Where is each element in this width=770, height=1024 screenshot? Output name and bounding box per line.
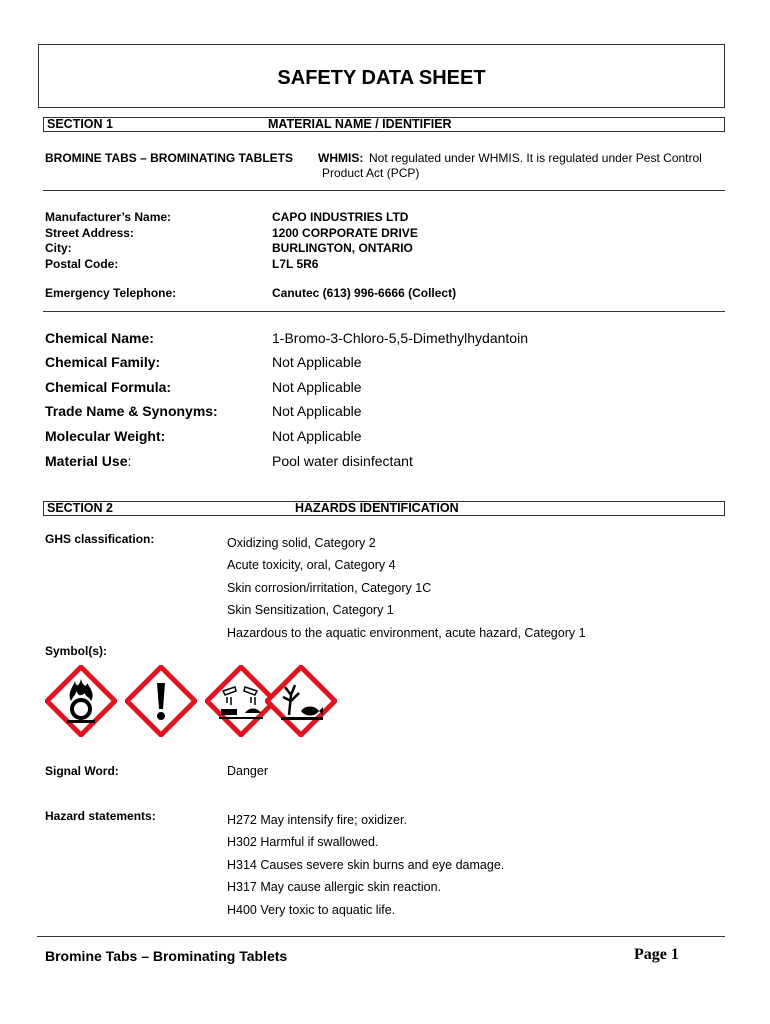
chemical-family-label: Chemical Family: bbox=[45, 354, 161, 370]
list-item: H272 May intensify fire; oxidizer. bbox=[227, 813, 407, 827]
material-use: Pool water disinfectant bbox=[272, 453, 413, 469]
postal-code: L7L 5R6 bbox=[272, 256, 319, 271]
molecular-weight-label: Molecular Weight: bbox=[45, 428, 166, 444]
list-item: Hazardous to the aquatic environment, acute hazard, Category 1 bbox=[227, 625, 586, 640]
section-name: MATERIAL NAME / IDENTIFIER bbox=[268, 117, 452, 131]
list-item: H317 May cause allergic skin reaction. bbox=[227, 880, 441, 895]
manufacturer-name-label: Manufacturer’s Name: bbox=[45, 210, 172, 224]
list-item: Skin Sensitization, Category 1 bbox=[227, 603, 394, 618]
page-title: SAFETY DATA SHEET bbox=[277, 67, 486, 89]
environment-icon bbox=[265, 665, 337, 737]
hazard-statements-list bbox=[227, 809, 504, 921]
whmis-label: WHMIS: bbox=[318, 151, 364, 165]
list-item: Skin corrosion/irritation, Category 1C bbox=[227, 580, 432, 595]
manufacturer-labels bbox=[45, 210, 171, 272]
list-item: H400 Very toxic to aquatic life. bbox=[227, 902, 396, 917]
emergency-label: Emergency Telephone: bbox=[45, 286, 177, 300]
list-item: Oxidizing solid, Category 2 bbox=[227, 536, 376, 550]
material-use-label-text: Material Use bbox=[45, 453, 128, 469]
molecular-weight: Not Applicable bbox=[272, 428, 362, 444]
emergency-phone: Canutec (613) 996-6666 (Collect) bbox=[272, 286, 457, 300]
trade-name: Not Applicable bbox=[272, 403, 362, 419]
whmis-text: Not regulated under WHMIS. It is regulated under Pest Control bbox=[369, 151, 702, 165]
ghs-classification-label: GHS classification: bbox=[45, 532, 155, 546]
footer-divider bbox=[37, 936, 725, 937]
postal-code-label: Postal Code: bbox=[45, 256, 119, 271]
chemical-formula-label: Chemical Formula: bbox=[45, 379, 172, 395]
list-item: H302 Harmful if swallowed. bbox=[227, 835, 379, 850]
list-item: Acute toxicity, oral, Category 4 bbox=[227, 558, 396, 573]
manufacturer-name: CAPO INDUSTRIES LTD bbox=[272, 210, 409, 224]
trade-name-label: Trade Name & Synonyms: bbox=[45, 403, 218, 419]
product-name: BROMINE TABS – BROMINATING TABLETS bbox=[45, 151, 293, 165]
street-address: 1200 CORPORATE DRIVE bbox=[272, 225, 418, 240]
section-name: HAZARDS IDENTIFICATION bbox=[295, 501, 459, 515]
manufacturer-values bbox=[272, 210, 418, 272]
city-label: City: bbox=[45, 241, 72, 255]
section-1-header bbox=[43, 117, 725, 132]
flame-over-circle-icon bbox=[45, 665, 117, 737]
list-item: H314 Causes severe skin burns and eye damage. bbox=[227, 857, 505, 872]
symbols-label: Symbol(s): bbox=[45, 644, 108, 658]
whmis-text-cont: Product Act (PCP) bbox=[322, 166, 420, 180]
signal-word-label: Signal Word: bbox=[45, 764, 119, 778]
footer-title: Bromine Tabs – Brominating Tablets bbox=[45, 948, 288, 964]
material-use-label bbox=[45, 453, 131, 471]
page-number: Page 1 bbox=[634, 946, 679, 963]
signal-word: Danger bbox=[227, 764, 268, 778]
chemical-name-label: Chemical Name: bbox=[45, 330, 154, 346]
ghs-classification-list bbox=[227, 532, 586, 644]
chemical-formula: Not Applicable bbox=[272, 379, 362, 395]
material-use-colon: : bbox=[127, 453, 132, 469]
divider bbox=[43, 311, 725, 312]
hazard-statements-label: Hazard statements: bbox=[45, 809, 156, 823]
city: BURLINGTON, ONTARIO bbox=[272, 241, 413, 255]
exclamation-mark-icon bbox=[125, 665, 197, 737]
section-2-header bbox=[43, 501, 725, 516]
chemical-family: Not Applicable bbox=[272, 354, 362, 370]
section-number: SECTION 2 bbox=[47, 501, 113, 515]
chemical-name: 1-Bromo-3-Chloro-5,5-Dimethylhydantoin bbox=[272, 330, 528, 346]
title-box bbox=[38, 44, 725, 108]
street-address-label: Street Address: bbox=[45, 225, 134, 240]
section-number: SECTION 1 bbox=[47, 117, 113, 131]
divider bbox=[43, 190, 725, 191]
